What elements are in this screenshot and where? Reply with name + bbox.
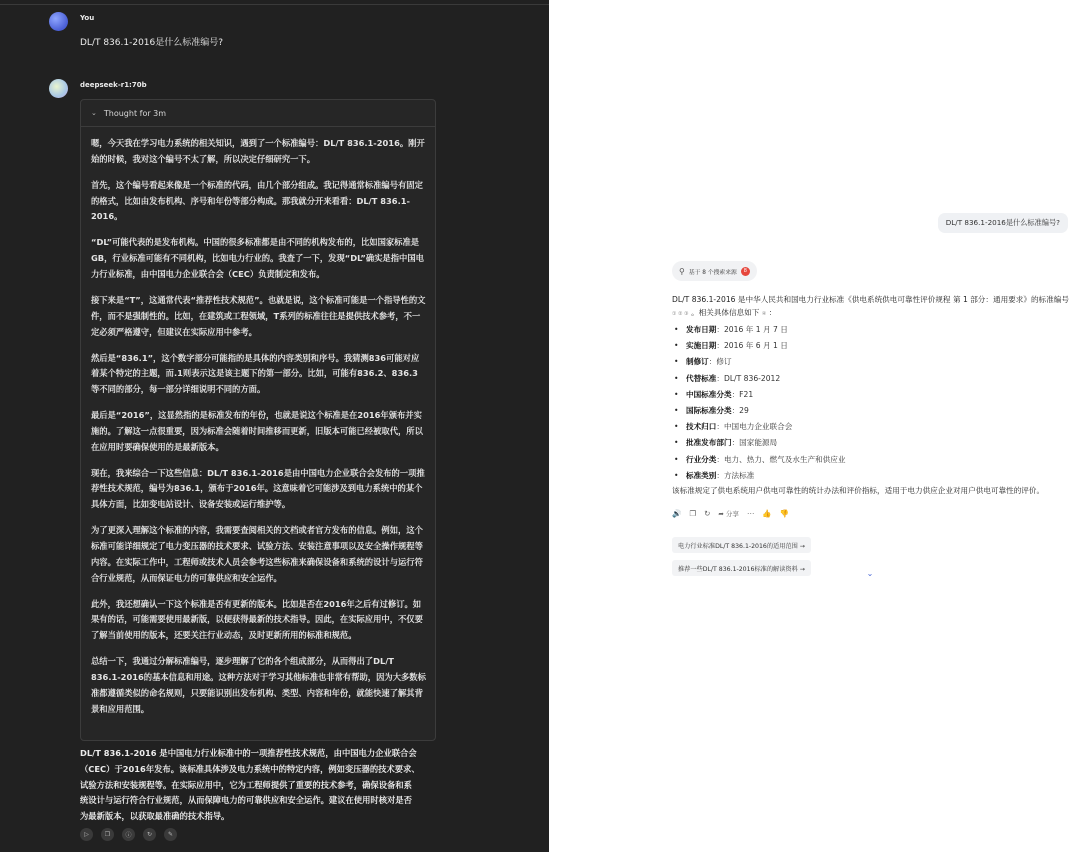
list-item: • 批准发布部门：国家能源局 <box>672 435 1072 451</box>
list-item: • 国际标准分类：29 <box>672 403 1072 419</box>
regenerate-icon[interactable]: ↻ <box>143 828 156 841</box>
suggestion-chip[interactable]: 电力行业标准DL/T 836.1-2016的适用范围 → <box>672 537 811 553</box>
intro-end: ： <box>768 307 777 317</box>
user-name: You <box>80 14 95 22</box>
user-message: DL/T 836.1-2016是什么标准编号? <box>80 38 224 48</box>
citation-marker[interactable]: ④ <box>761 310 767 317</box>
thought-content <box>81 127 435 717</box>
source-count-badge: 8 <box>741 267 750 276</box>
speaker-icon[interactable]: 🔊 <box>672 509 682 518</box>
right-chat-panel <box>549 0 1080 852</box>
regenerate-icon[interactable]: ↻ <box>704 509 711 518</box>
thought-paragraph: “DL”可能代表的是发布机构。中国的很多标准都是由不同的机构发布的，比如国家标准是GB，行业标准可能有不同机构，比如电力行业的。我查了一下，发现“DL”确实是指中国电力行业标准，由中国电力企业联合会（CEC）负责制定和发布。 <box>91 237 424 279</box>
chevron-down-icon[interactable]: ⌄ <box>866 568 874 578</box>
thought-paragraph: 总结一下，我通过分解标准编号，逐步理解了它的各个组成部分，从而得出了DL/T 836.1-2016的基本信息和用途。这种方法对于学习其他标准也非常有帮助，因为大多数标准都遵循类似的命名规则，只要能识别出发布机构、类型、内容和年份，就能快速了解其背景和应用范围。 <box>91 656 426 714</box>
thumbs-down-icon[interactable]: 👎 <box>779 509 790 518</box>
search-sources-label: 基于 8 个搜索来源 <box>688 269 737 276</box>
thought-paragraph: 接下来是“T”，这通常代表“推荐性技术规范”。也就是说，这个标准可能是一个指导性的文件，而不是强制性的。比如，在建筑或工程领域，T系列的标准往往是提供技术参考，不一定必须严格遵守，但建议在实际应用中参考。 <box>91 294 426 337</box>
list-item: • 技术归口：中国电力企业联合会 <box>672 419 1072 435</box>
search-sources-chip[interactable] <box>672 261 757 281</box>
thought-toggle[interactable] <box>81 100 435 127</box>
list-item: • 实施日期：2016 年 6 月 1 日 <box>672 338 1072 354</box>
citation-markers[interactable]: ① ② ③ <box>672 310 689 317</box>
answer-actions <box>672 509 789 518</box>
search-icon: ⚲ <box>679 266 685 276</box>
user-avatar <box>49 12 68 31</box>
more-icon[interactable]: ⋯ <box>746 509 755 518</box>
list-item: • 行业分类：电力、热力、燃气及水生产和供应业 <box>672 452 1072 468</box>
thought-paragraph: 为了更深入理解这个标准的内容，我需要查阅相关的文档或者官方发布的信息。例如，这个标准可能详细规定了电力变压器的技术要求、试验方法、安装注意事项以及安全操作规程等内容。在实际工作中，工程师或技术人员会参考这些标准来确保设备和系统的设计与运行符合行业规范，从而保证电力的可靠供应和安全运作。 <box>91 525 423 583</box>
list-item: • 发布日期：2016 年 1 月 7 日 <box>672 322 1072 338</box>
bot-name: deepseek-r1:70b <box>80 81 147 89</box>
list-item: • 中国标准分类：F21 <box>672 387 1072 403</box>
thought-panel <box>80 99 436 741</box>
thought-label: Thought for 3m <box>103 108 167 118</box>
thought-paragraph: 最后是“2016”，这显然指的是标准发布的年份，也就是说这个标准是在2016年颁布并实施的。了解这一点很重要，因为标准会随着时间推移而更新，旧版本可能已经被取代，所以在应用时要确保使用的是最新版本。 <box>91 410 423 452</box>
bot-answer: DL/T 836.1-2016 是中国电力行业标准中的一项推荐性技术规范，由中国电力企业联合会（CEC）于2016年发布。该标准具体涉及电力系统中的特定内容，例如变压器的技术要求、试验方法和安装规程等。在实际应用中，它为工程师提供了重要的技术参考，确保设备和系统设计与运行符合行业规范，从而保障电力的可靠供应和安全运作。建议在使用时核对是否为最新版本，以获取最准确的技术指导。 <box>80 748 420 822</box>
suggestion-chip[interactable]: 推荐一些DL/T 836.1-2016标准的解读资料 → <box>672 560 811 576</box>
thought-paragraph: 首先，这个编号看起来像是一个标准的代码，由几个部分组成。我记得通常标准编号有固定的格式，比如由发布机构、序号和年份等部分构成。那我就分开来看看：DL/T 836.1-2016。 <box>91 179 423 222</box>
thought-paragraph: 此外，我还想确认一下这个标准是否有更新的版本。比如是否在2016年之后有过修订。如果有的话，可能需要使用最新版，以便获得最新的技术指导。因此，在实际应用中，不仅要了解当前使用的版本，还要关注行业动态，及时更新所用的标准和规范。 <box>91 598 423 641</box>
edit-icon[interactable]: ✎ <box>164 828 177 841</box>
bot-avatar <box>49 79 68 98</box>
list-item: • 标准类别：方法标准 <box>672 468 1072 484</box>
thought-paragraph: 现在，我来综合一下这些信息：DL/T 836.1-2016是由中国电力企业联合会发布的一项推荐性技术规范，编号为836.1，颁布于2016年。这意味着它可能涉及到电力系统中的某个具体方面，比如变电站设计、设备安装或运行维护等。 <box>91 467 425 510</box>
user-bubble: DL/T 836.1-2016是什么标准编号? <box>938 213 1068 233</box>
message-actions <box>80 828 177 841</box>
intro-tail: 。相关具体信息如下 <box>691 307 760 317</box>
divider <box>0 4 549 5</box>
answer-intro <box>672 294 1072 320</box>
copy-icon[interactable]: ❐ <box>101 828 114 841</box>
info-list <box>672 322 1072 484</box>
share-button[interactable]: ➦ 分享 <box>718 510 739 518</box>
intro-text: DL/T 836.1-2016 是中华人民共和国电力行业标准《供电系统供电可靠性评价规程 第 1 部分：通用要求》的标准编号 <box>672 295 1069 304</box>
copy-icon[interactable]: ❐ <box>689 509 697 518</box>
thumbs-up-icon[interactable]: 👍 <box>762 509 772 518</box>
info-icon[interactable]: ⓘ <box>122 828 135 841</box>
answer-summary: 该标准规定了供电系统用户供电可靠性的统计办法和评价指标，适用于电力供应企业对用户供电可靠性的评价。 <box>672 486 1045 495</box>
thought-paragraph: 然后是“836.1”，这个数字部分可能指的是具体的内容类别和序号。我猜测836可能对应着某个特定的主题，而.1则表示这是该主题下的第一部分。比如，可能有836.2、836.3等不同的部分，每一部分详细说明不同的方面。 <box>91 352 420 395</box>
list-item: • 制修订：修订 <box>672 354 1072 370</box>
list-item: • 代替标准：DL/T 836-2012 <box>672 371 1072 387</box>
play-icon[interactable]: ▷ <box>80 828 93 841</box>
chevron-down-icon: ⌄ <box>91 109 97 117</box>
thought-paragraph: 嗯，今天我在学习电力系统的相关知识，遇到了一个标准编号：DL/T 836.1-2016。刚开始的时候，我对这个编号不太了解，所以决定仔细研究一下。 <box>91 138 425 164</box>
